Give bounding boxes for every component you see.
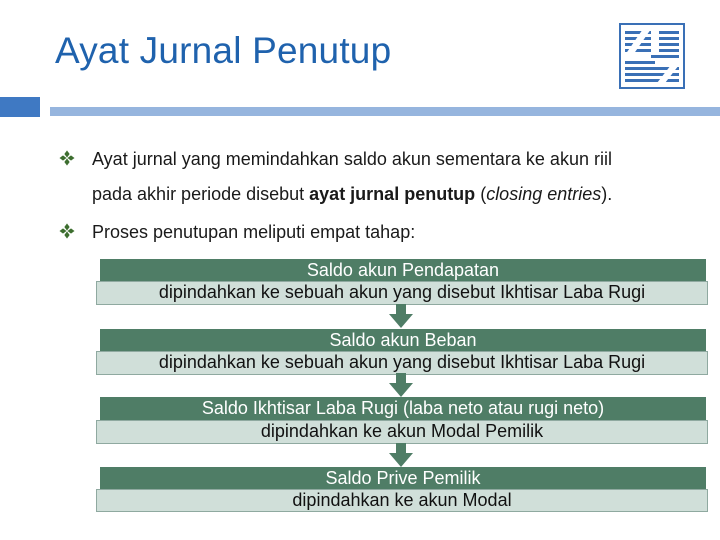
diamond-bullet-icon: [58, 149, 76, 167]
step-3-head: Saldo Ikhtisar Laba Rugi (laba neto atau rugi neto): [100, 397, 706, 421]
paren-close: ).: [601, 184, 613, 204]
diamond-bullet-icon: [58, 222, 76, 240]
bullet-1-text: pada akhir periode disebut: [92, 184, 310, 204]
bullet-1-line-2: [92, 184, 612, 205]
4f-logo-icon: [619, 23, 685, 89]
term-ayat-jurnal-penutup: ayat jurnal penutup: [309, 184, 476, 204]
step-4-head: Saldo Prive Pemilik: [100, 467, 706, 490]
step-1-detail: dipindahkan ke sebuah akun yang disebut Ikhtisar Laba Rugi: [96, 281, 708, 305]
step-3-detail: dipindahkan ke akun Modal Pemilik: [96, 420, 708, 444]
bullet-1-line-1: Ayat jurnal yang memindahkan saldo akun sementara ke akun riil: [92, 149, 612, 169]
header-rule: [50, 107, 720, 116]
page-title: Ayat Jurnal Penutup: [55, 30, 392, 71]
header-accent-block: [0, 97, 40, 117]
down-arrow-icon: [389, 304, 413, 328]
down-arrow-icon: [389, 443, 413, 467]
down-arrow-icon: [389, 373, 413, 397]
step-4-detail: dipindahkan ke akun Modal: [96, 489, 708, 512]
paren-open: (: [475, 184, 487, 204]
step-2-head: Saldo akun Beban: [100, 329, 706, 352]
term-closing-entries: closing entries: [486, 184, 602, 204]
bullet-2: Proses penutupan meliputi empat tahap:: [92, 222, 416, 242]
step-1-head: Saldo akun Pendapatan: [100, 259, 706, 282]
step-2-detail: dipindahkan ke sebuah akun yang disebut Ikhtisar Laba Rugi: [96, 351, 708, 375]
